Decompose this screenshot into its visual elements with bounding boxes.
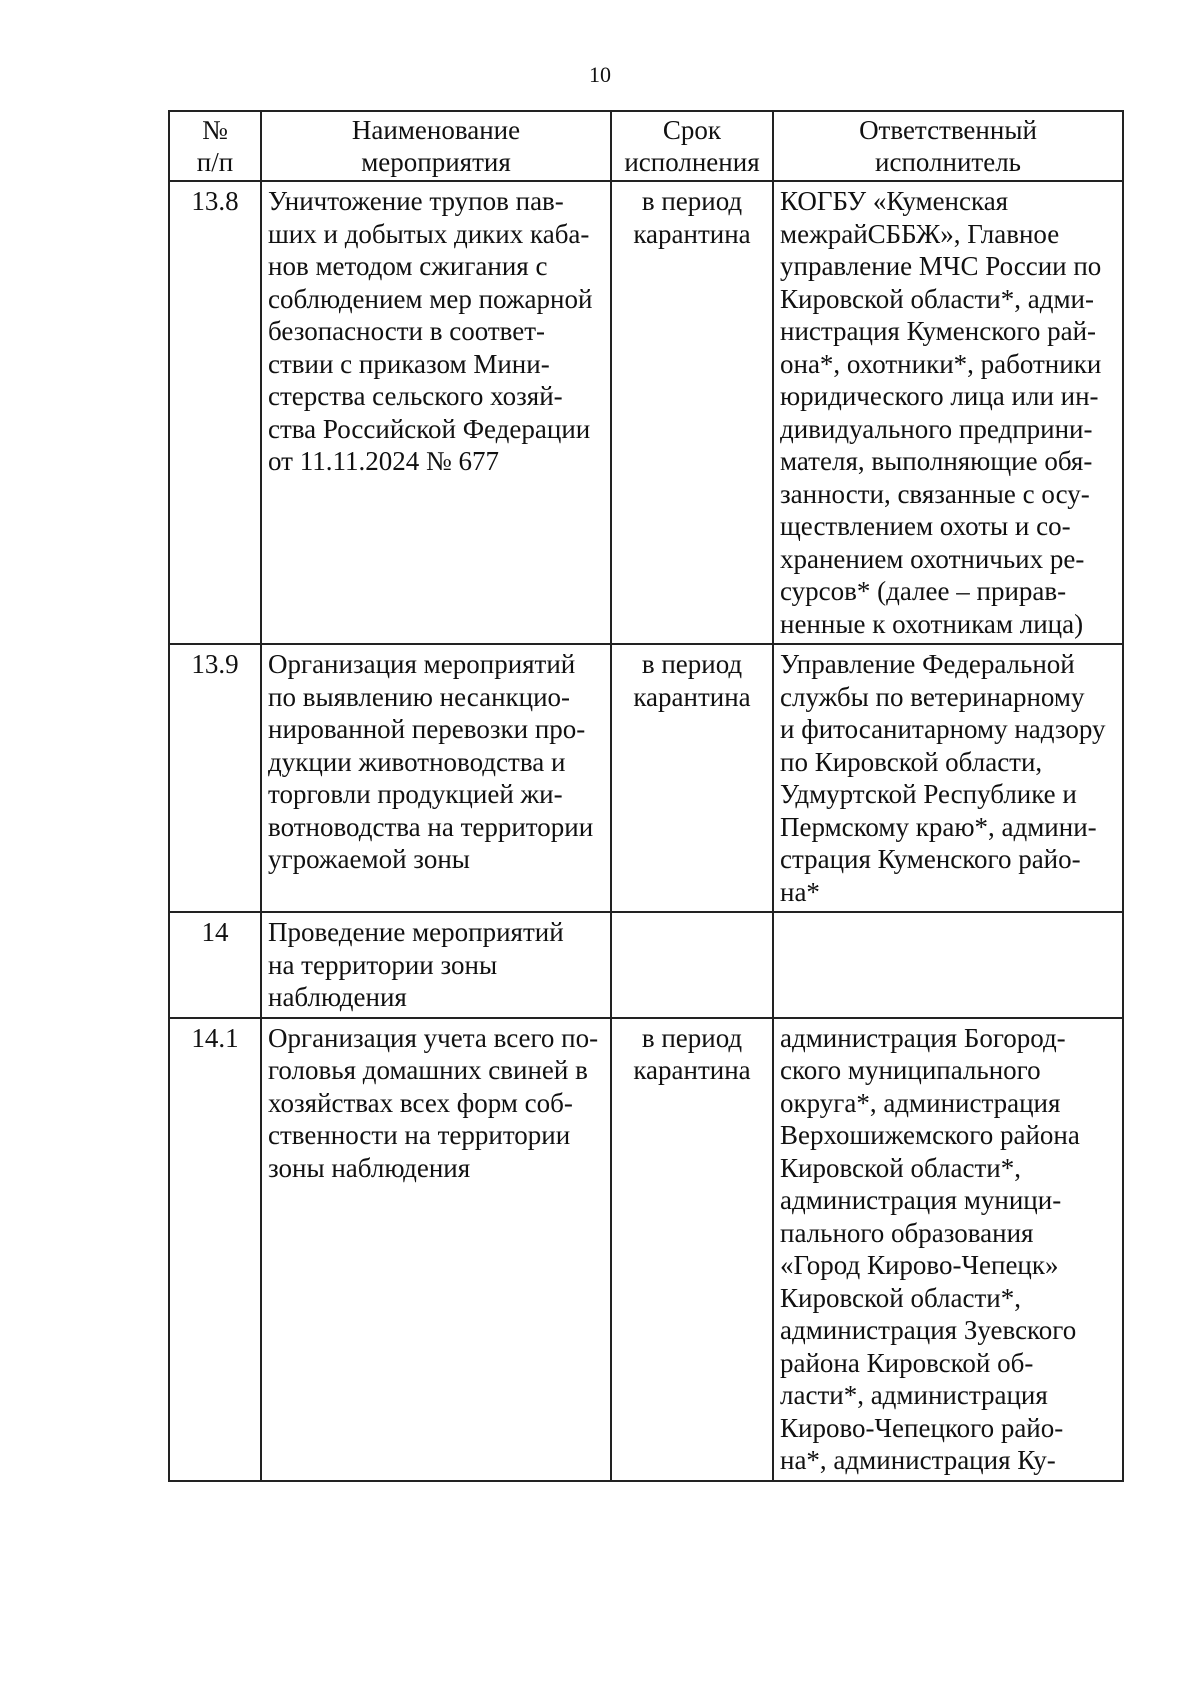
header-deadline: Срок исполнения [611,111,773,181]
executor: Управление Федеральной службы по ветеринарному и фитосанитарному надзору по Кировской области, Удмуртской Республике и Пермскому краю*, админи- страция Куменского райо- на* [773,644,1123,912]
header-row [169,111,1123,181]
executor: КОГБУ «Куменская межрайСББЖ», Главное управление МЧС России по Кировской области*, адми- нистрация Куменского рай- она*, охотники*, работники юридического лица или ин- дивидуального предприни- мателя, выполняющие обя- занности, связанные с осу- ществлением охоты и со- хранением охотничьих ре- сурсов* (далее – прирав- ненные к охотникам лица) [773,181,1123,644]
deadline: в период карантина [611,181,773,644]
activities-table [168,110,1124,1482]
activity-name: Проведение мероприятий на территории зоны наблюдения [261,912,611,1018]
activity-name: Уничтожение трупов пав- ших и добытых диких каба- нов методом сжигания с соблюдением мер пожарной безопасности в соответ- ствии с приказом Мини- стерства сельского хозяй- ства Российской Федерации от 11.11.2024 № 677 [261,181,611,644]
table-row [169,181,1123,644]
row-number: 13.8 [169,181,261,644]
page-number: 10 [589,62,611,87]
table-row [169,1018,1123,1481]
activity-name: Организация учета всего по- головья домашних свиней в хозяйствах всех форм соб- ственности на территории зоны наблюдения [261,1018,611,1481]
header-executor: Ответственный исполнитель [773,111,1123,181]
header-activity-name: Наименование мероприятия [261,111,611,181]
deadline: в период карантина [611,644,773,912]
deadline [611,912,773,1018]
executor: администрация Богород- ского муниципального округа*, администрация Верхошижемского района Кировской области*, администрация муници- пального образования «Город Кирово-Чепецк» Кировской области*, администрация Зуевского района Кировской об- ласти*, администрация Кирово-Чепецкого райо- на*, администрация Ку- [773,1018,1123,1481]
activity-name: Организация мероприятий по выявлению несанкцио- нированной перевозки про- дукции животноводства и торговли продукцией жи- вотноводства на территории угрожаемой зоны [261,644,611,912]
table-row [169,912,1123,1018]
table-header [169,111,1123,181]
executor [773,912,1123,1018]
row-number: 14 [169,912,261,1018]
table-row [169,644,1123,912]
row-number: 14.1 [169,1018,261,1481]
header-number: № п/п [169,111,261,181]
row-number: 13.9 [169,644,261,912]
deadline: в период карантина [611,1018,773,1481]
